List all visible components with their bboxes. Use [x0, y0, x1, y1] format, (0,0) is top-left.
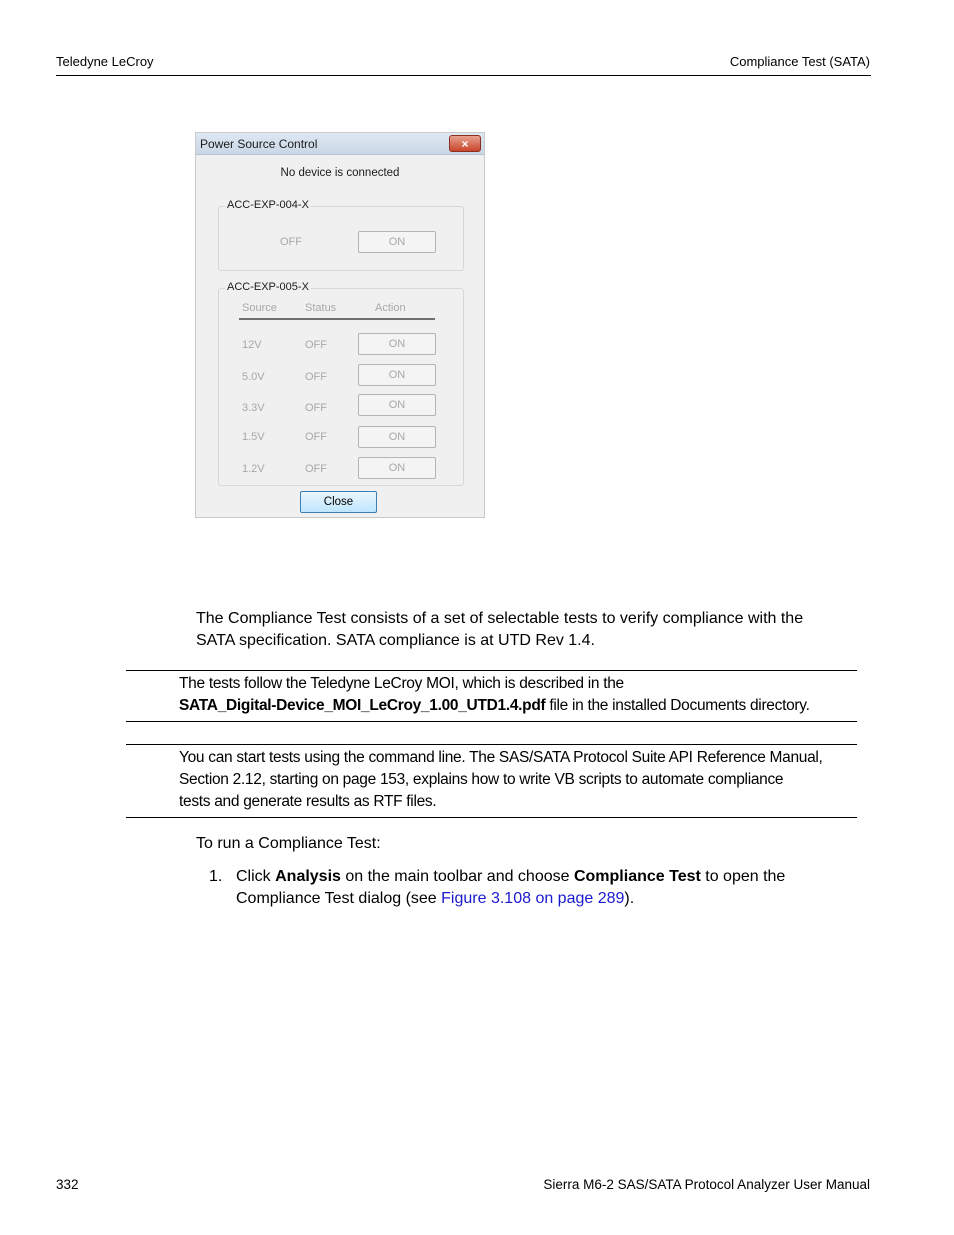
- column-header-rule: [239, 318, 435, 320]
- header-rule: [56, 75, 871, 76]
- power-state: OFF: [280, 236, 302, 248]
- column-header-action: Action: [375, 302, 406, 314]
- column-header-status: Status: [305, 302, 337, 314]
- note-2-line-3: tests and generate results as RTF files.: [179, 793, 437, 810]
- dialog-title-bar: [196, 133, 484, 155]
- manual-title: Sierra M6-2 SAS/SATA Protocol Analyzer User Manual: [543, 1177, 870, 1192]
- step-text: Click: [236, 868, 276, 885]
- row-status: OFF: [305, 463, 327, 475]
- step-text: Compliance Test dialog (see: [236, 890, 442, 907]
- intro-line-1: The Compliance Test consists of a set of selectable tests to verify compliance with the: [196, 610, 804, 627]
- on-button[interactable]: ON: [358, 457, 436, 479]
- note-rule-top: [126, 744, 857, 745]
- group-label: ACC-EXP-005-X: [227, 281, 309, 293]
- intro-line-2: SATA specification. SATA compliance is at UTD Rev 1.4.: [196, 632, 595, 649]
- on-button[interactable]: ON: [358, 426, 436, 448]
- compliance-test-menu-name: Compliance Test: [573, 868, 701, 885]
- row-status: OFF: [305, 431, 327, 443]
- step-text: to open the: [700, 868, 786, 885]
- row-status: OFF: [305, 402, 327, 414]
- note-rule-bottom: [126, 721, 857, 722]
- note-rule-bottom: [126, 817, 857, 818]
- running-header-right: Compliance Test (SATA): [729, 54, 870, 69]
- group-acc-exp-004: [218, 199, 464, 271]
- row-source: 1.2V: [242, 463, 265, 475]
- figure-reference-link[interactable]: Figure 3.108 on page 289: [441, 890, 625, 907]
- on-button[interactable]: ON: [358, 333, 436, 355]
- note-1-line-2: [179, 695, 810, 717]
- run-intro: To run a Compliance Test:: [196, 835, 381, 852]
- row-status: OFF: [305, 371, 327, 383]
- power-source-control-dialog: [195, 132, 485, 518]
- step-1-line-1: [236, 866, 785, 888]
- row-source: 1.5V: [242, 431, 265, 443]
- note-2-line-2: Section 2.12, starting on page 153, explains how to write VB scripts to automate compliance: [179, 771, 784, 788]
- on-button[interactable]: ON: [358, 231, 436, 253]
- step-1-line-2: [236, 888, 634, 910]
- close-icon[interactable]: ×: [449, 135, 481, 152]
- row-status: OFF: [305, 339, 327, 351]
- note-1-rest: file in the installed Documents directory.: [545, 697, 810, 714]
- analysis-menu-name: Analysis: [275, 868, 341, 885]
- note-1-line-1: The tests follow the Teledyne LeCroy MOI, which is described in the: [179, 675, 624, 692]
- column-header-source: Source: [242, 302, 277, 314]
- on-button[interactable]: ON: [358, 364, 436, 386]
- step-number: 1.: [209, 868, 223, 885]
- dialog-title: Power Source Control: [200, 137, 318, 151]
- moi-file-name: SATA_Digital-Device_MOI_LeCroy_1.00_UTD1.4.pdf: [179, 697, 546, 714]
- connection-status: No device is connected: [280, 167, 400, 179]
- row-source: 5.0V: [242, 371, 265, 383]
- running-header-left: Teledyne LeCroy: [56, 54, 154, 69]
- step-text: ).: [624, 890, 635, 907]
- close-button[interactable]: Close: [300, 491, 377, 513]
- on-button[interactable]: ON: [358, 394, 436, 416]
- row-source: 3.3V: [242, 402, 265, 414]
- group-label: ACC-EXP-004-X: [227, 199, 309, 211]
- step-text: on the main toolbar and choose: [340, 868, 574, 885]
- group-acc-exp-005: [218, 281, 464, 486]
- note-rule-top: [126, 670, 857, 671]
- row-source: 12V: [242, 339, 262, 351]
- note-2-line-1: You can start tests using the command line. The SAS/SATA Protocol Suite API Reference Manual,: [179, 749, 823, 766]
- page-number: 332: [56, 1177, 79, 1192]
